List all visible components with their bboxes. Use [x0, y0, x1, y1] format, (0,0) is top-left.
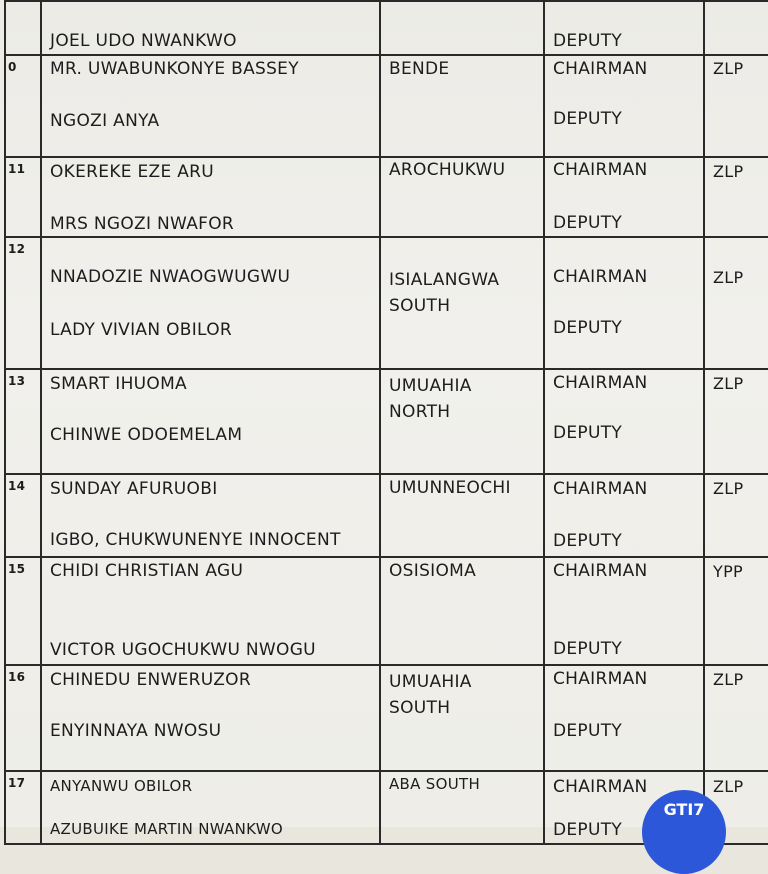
chairman-position: CHAIRMAN: [553, 160, 648, 180]
chairman-position: CHAIRMAN: [553, 373, 648, 393]
table-row: [5, 665, 768, 771]
chairman-name: SUNDAY AFURUOBI: [50, 479, 218, 499]
table-row: [5, 474, 768, 557]
lga-name: ABA SOUTH: [389, 775, 481, 793]
lga-name: AROCHUKWU: [389, 160, 506, 180]
lga-name: OSISIOMA: [389, 561, 477, 581]
deputy-position: DEPUTY: [553, 531, 623, 551]
chairman-position: CHAIRMAN: [553, 59, 648, 79]
party-name: ZLP: [713, 162, 744, 181]
deputy-name: IGBO, CHUKWUNENYE INNOCENT: [50, 530, 341, 550]
row-number: 17: [8, 776, 26, 790]
row-number: 15: [8, 562, 26, 576]
deputy-name: CHINWE ODOEMELAM: [50, 425, 243, 445]
chairman-name: CHINEDU ENWERUZOR: [50, 670, 251, 690]
deputy-name: ENYINNAYA NWOSU: [50, 721, 222, 741]
chairman-position: CHAIRMAN: [553, 267, 648, 287]
chairman-name: ANYANWU OBILOR: [50, 777, 193, 795]
deputy-name: LADY VIVIAN OBILOR: [50, 320, 232, 340]
chairman-position: CHAIRMAN: [553, 479, 648, 499]
party-name: ZLP: [713, 670, 744, 689]
party-name: ZLP: [713, 777, 744, 796]
deputy-name: MRS NGOZI NWAFOR: [50, 214, 235, 234]
deputy-name: AZUBUIKE MARTIN NWANKWO: [50, 820, 283, 838]
chairman-position: CHAIRMAN: [553, 561, 648, 581]
lga-name: UMUAHIA NORTH: [389, 376, 472, 422]
deputy-name: VICTOR UGOCHUKWU NWOGU: [50, 640, 316, 660]
table-row: [5, 369, 768, 474]
table-row: [5, 55, 768, 157]
row-number: 13: [8, 374, 26, 388]
chairman-position: CHAIRMAN: [553, 777, 648, 797]
chairman-name: OKEREKE EZE ARU: [50, 162, 215, 182]
lga-name: ISIALANGWA SOUTH: [389, 270, 500, 316]
lga-name: UMUAHIA SOUTH: [389, 672, 472, 718]
party-name: ZLP: [713, 268, 744, 287]
party-name: ZLP: [713, 59, 744, 78]
table-row: [5, 1, 768, 55]
deputy-position: DEPUTY: [553, 31, 623, 51]
table-row: [5, 157, 768, 237]
table-row: [5, 557, 768, 665]
deputy-name: JOEL UDO NWANKWO: [50, 31, 237, 51]
row-number: 14: [8, 479, 26, 493]
party-name: YPP: [713, 562, 743, 581]
row-number: 11: [8, 162, 26, 176]
party-name: ZLP: [713, 479, 744, 498]
table-row: [5, 237, 768, 369]
deputy-position: DEPUTY: [553, 213, 623, 233]
deputy-position: DEPUTY: [553, 109, 623, 129]
party-name: ZLP: [713, 374, 744, 393]
deputy-position: DEPUTY: [553, 721, 623, 741]
badge-label: GTI7: [663, 800, 705, 819]
deputy-position: DEPUTY: [553, 423, 623, 443]
row-number: 16: [8, 670, 26, 684]
chairman-name: MR. UWABUNKONYE BASSEY: [50, 59, 299, 79]
lga-name: UMUNNEOCHI: [389, 478, 511, 498]
deputy-position: DEPUTY: [553, 639, 623, 659]
lga-name: BENDE: [389, 59, 450, 79]
deputy-name: NGOZI ANYA: [50, 111, 160, 131]
candidates-table: [4, 0, 768, 845]
chairman-name: SMART IHUOMA: [50, 374, 187, 394]
chairman-name: CHIDI CHRISTIAN AGU: [50, 561, 244, 581]
chairman-name: NNADOZIE NWAOGWUGWU: [50, 267, 291, 287]
row-number: 0: [8, 60, 17, 74]
row-number: 12: [8, 242, 26, 256]
deputy-position: DEPUTY: [553, 820, 623, 840]
deputy-position: DEPUTY: [553, 318, 623, 338]
page-badge: [642, 790, 726, 874]
chairman-position: CHAIRMAN: [553, 669, 648, 689]
